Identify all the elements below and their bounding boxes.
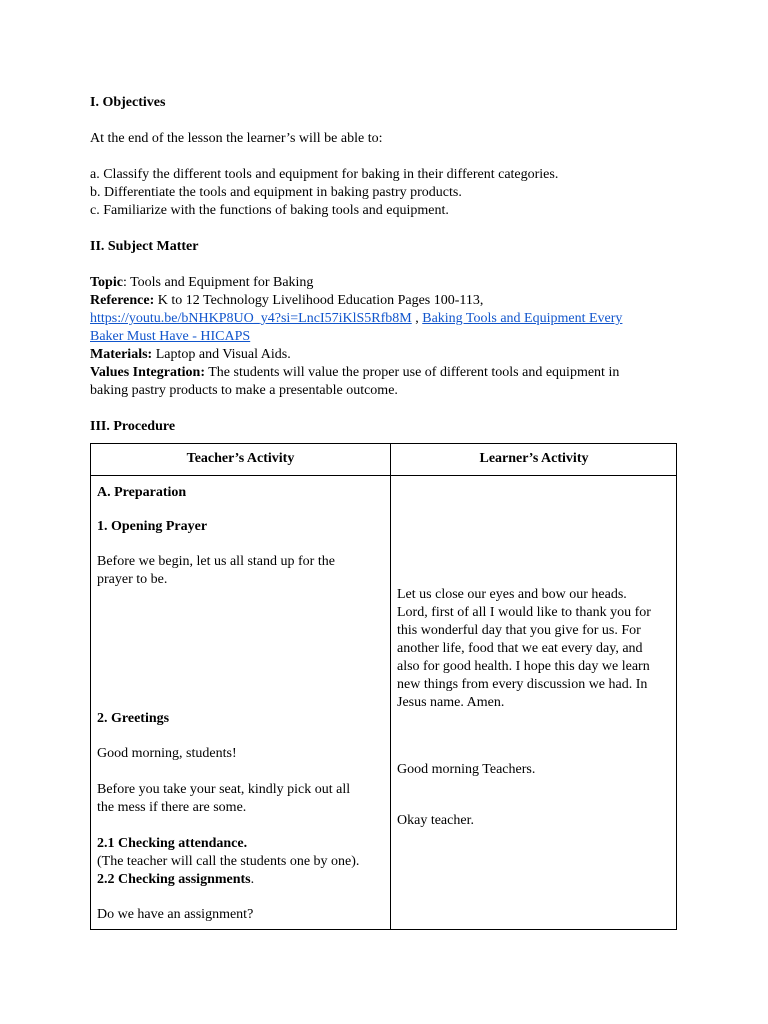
topic-line [90, 274, 680, 292]
procedure-heading: III. Procedure [90, 419, 176, 434]
assignment-question: Do we have an assignment? [97, 907, 254, 922]
prayer-instruction-line: Before we begin, let us all stand up for the [97, 554, 335, 569]
column-divider [390, 444, 391, 929]
objective-item: a. Classify the different tools and equipment for baking in their different categories. [90, 167, 559, 182]
link-separator: , [411, 311, 423, 326]
opening-prayer-heading: 1. Opening Prayer [97, 519, 208, 534]
values-line [90, 364, 680, 382]
topic-label: Topic [90, 275, 123, 290]
objectives-intro: At the end of the lesson the learner’s will be able to: [90, 131, 383, 146]
seat-instruction [97, 781, 387, 817]
prayer-instruction-line: prayer to be. [97, 572, 168, 587]
seat-instruction-line: Before you take your seat, kindly pick out all [97, 782, 351, 797]
materials-line [90, 346, 680, 364]
objectives-heading: I. Objectives [90, 95, 166, 110]
teacher-good-morning: Good morning, students! [97, 746, 237, 761]
learner-prayer-line: another life, food that we eat every day, and [397, 641, 643, 656]
learner-good-morning: Good morning Teachers. [397, 762, 536, 777]
reference-links-cont [90, 328, 680, 346]
materials-value: Laptop and Visual Aids. [152, 347, 291, 362]
preparation-heading: A. Preparation [97, 485, 187, 500]
greetings-heading: 2. Greetings [97, 711, 170, 726]
learner-prayer-line: also for good health. I hope this day we learn [397, 659, 650, 674]
attendance-block [97, 835, 387, 889]
learner-prayer-line: Jesus name. Amen. [397, 695, 505, 710]
procedure-table [90, 443, 677, 930]
subject-matter-heading: II. Subject Matter [90, 239, 199, 254]
reference-value: K to 12 Technology Livelihood Education Pages 100-113, [154, 293, 484, 308]
values-value: The students will value the proper use of different tools and equipment in [205, 365, 620, 380]
assignments-heading: 2.2 Checking assignments [97, 872, 251, 887]
lesson-plan-body [90, 94, 680, 436]
hicaps-link[interactable]: Baking Tools and Equipment Every [422, 311, 623, 326]
objective-item: c. Familiarize with the functions of baking tools and equipment. [90, 203, 449, 218]
reference-label: Reference: [90, 293, 155, 308]
learner-prayer-line: new things from every discussion we had. In [397, 677, 648, 692]
reference-line [90, 292, 680, 310]
header-divider [91, 475, 676, 476]
learner-prayer-line: this wonderful day that you give for us. For [397, 623, 641, 638]
attendance-note: (The teacher will call the students one by one). [97, 854, 360, 869]
prayer-instruction [97, 553, 387, 589]
reference-links [90, 310, 680, 328]
learner-okay: Okay teacher. [397, 813, 474, 828]
assignments-line [97, 871, 387, 889]
materials-label: Materials: [90, 347, 153, 362]
assignments-period: . [250, 872, 255, 887]
learner-prayer-line: Let us close our eyes and bow our heads. [397, 587, 627, 602]
attendance-heading: 2.1 Checking attendance. [97, 836, 248, 851]
topic-value: : Tools and Equipment for Baking [122, 275, 314, 290]
objective-item: b. Differentiate the tools and equipment in baking pastry products. [90, 185, 462, 200]
values-label: Values Integration: [90, 365, 205, 380]
teacher-activity-header: Teacher’s Activity [186, 451, 295, 466]
learner-activity-header: Learner’s Activity [479, 451, 589, 466]
learner-prayer [397, 586, 673, 712]
youtube-link[interactable]: https://youtu.be/bNHKP8UO_y4?si=LncI57iKlS5Rfb8M [90, 311, 412, 326]
learner-prayer-line: Lord, first of all I would like to thank you for [397, 605, 651, 620]
values-line-cont: baking pastry products to make a presentable outcome. [90, 383, 398, 398]
hicaps-link-cont[interactable]: Baker Must Have - HICAPS [90, 329, 251, 344]
seat-instruction-line: the mess if there are some. [97, 800, 247, 815]
